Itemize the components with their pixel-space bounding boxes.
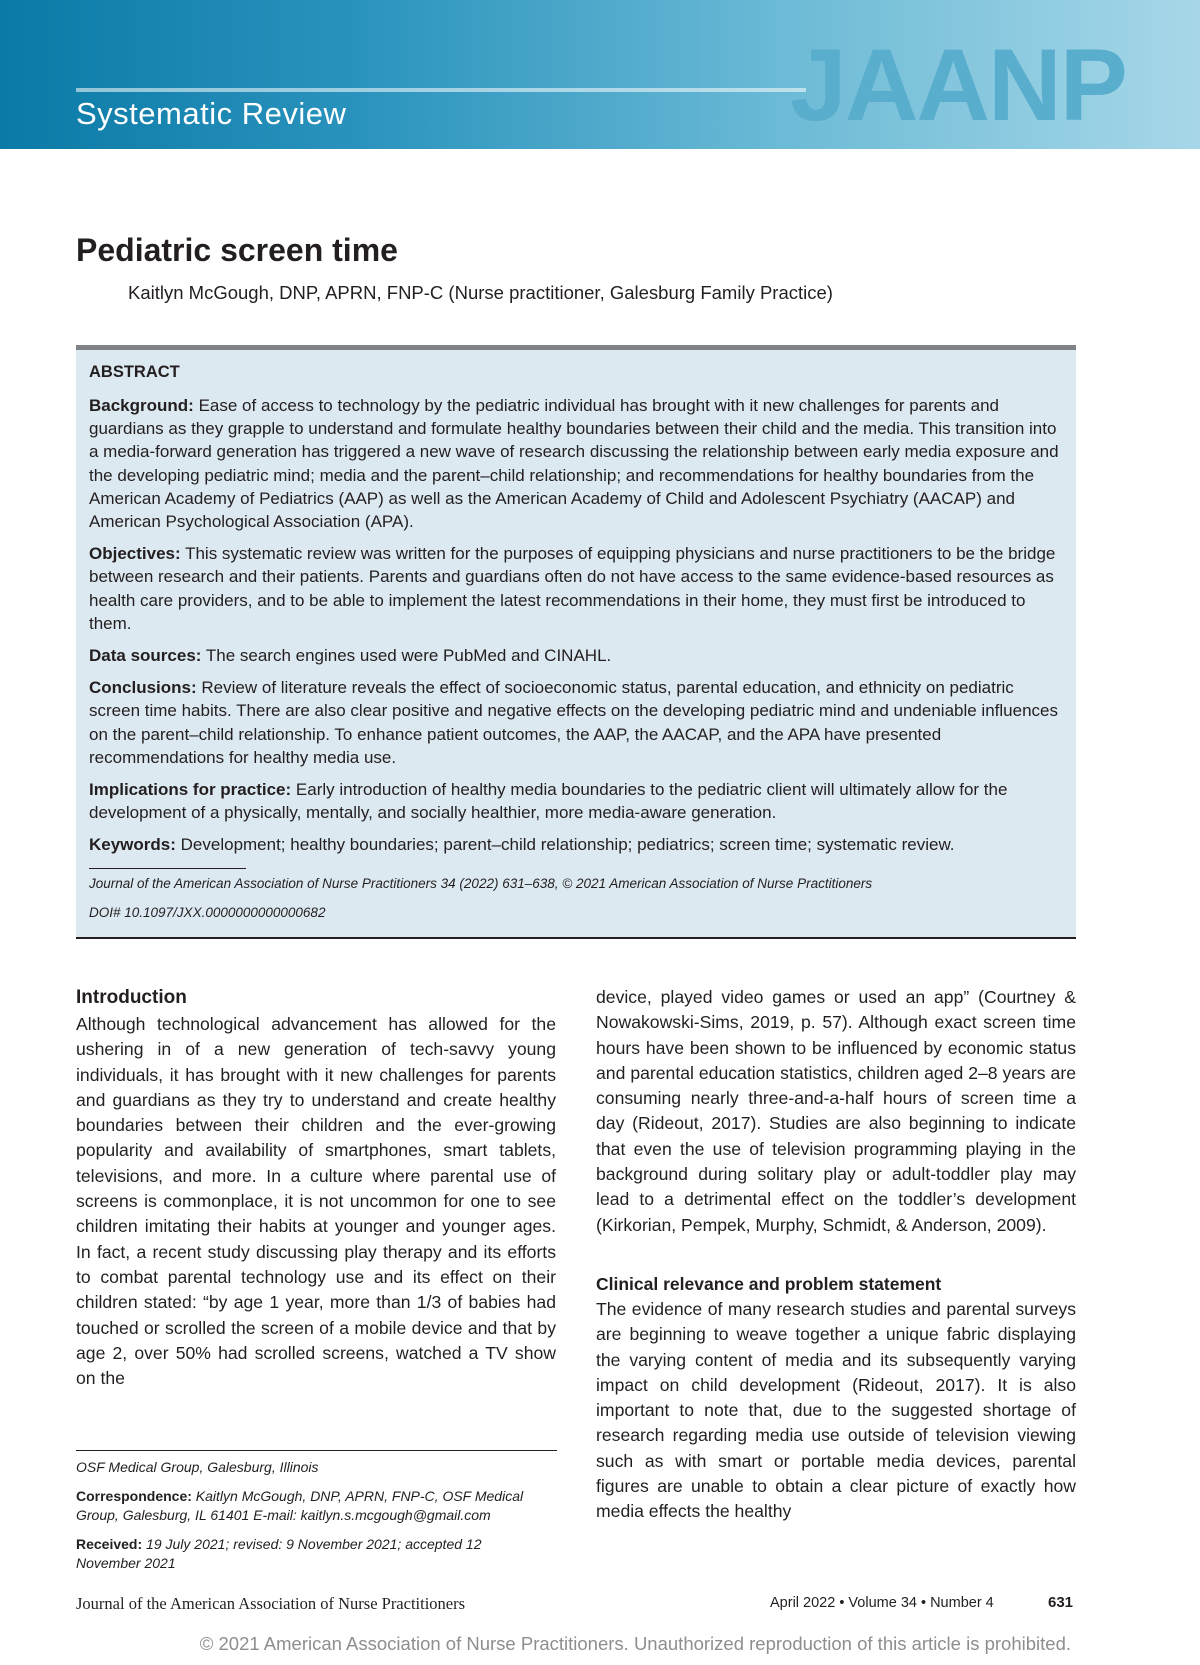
implications-label: Implications for practice: — [89, 780, 292, 800]
keywords-label: Keywords: — [89, 835, 176, 855]
article-title: Pediatric screen time — [76, 232, 398, 268]
doi-link[interactable]: DOI# 10.1097/JXX.0000000000000682 — [89, 904, 326, 920]
conclusions-label: Conclusions: — [89, 678, 197, 698]
correspondence-label: Correspondence: — [76, 1488, 192, 1504]
abstract-box — [76, 345, 1076, 939]
clinical-relevance-heading: Clinical relevance and problem statement — [596, 1273, 942, 1294]
affiliation-correspondence — [76, 1487, 546, 1525]
abstract-objectives — [89, 542, 1063, 635]
background-label: Background: — [89, 396, 194, 415]
copyright-notice: © 2021 American Association of Nurse Practitioners. Unauthorized reproduction of this article is prohibited. — [199, 1633, 1071, 1654]
data-sources-label: Data sources: — [89, 646, 202, 666]
objectives-label: Objectives: — [89, 544, 181, 564]
body-column-right — [596, 985, 1076, 1525]
section-label: Systematic Review — [76, 96, 347, 131]
abstract-conclusions — [89, 676, 1063, 769]
footnote-rule — [76, 1450, 557, 1451]
introduction-paragraph: Although technological advancement has allowed for the ushering in of a new generation of tech-savvy young individuals, it has brought with it new challenges for parents and guardians as they try to understand and create healthy boundaries between their children and the ever-growing popularity and availability of smartphones, smart tablets, televisions, and more. In a culture where parental use of screens is commonplace, it is not uncommon for one to see children imitating their habits at younger and younger ages. In fact, a recent study discussing play therapy and its efforts to combat parental technology use and its effect on their children stated: “by age 1 year, more than 1/3 of babies had touched or scrolled the screen of a mobile device and that by age 2, over 50% had scrolled screens, watched a TV show on the — [76, 1014, 556, 1389]
affiliation-institution: OSF Medical Group, Galesburg, Illinois — [76, 1459, 319, 1475]
journal-header-band — [0, 0, 1200, 149]
footer-journal-name: Journal of the American Association of Nurse Practitioners — [76, 1594, 466, 1613]
abstract-keywords — [89, 833, 1063, 856]
article-author: Kaitlyn McGough, DNP, APRN, FNP-C (Nurse practitioner, Galesburg Family Practice) — [128, 282, 833, 303]
section-gap — [596, 1238, 1076, 1271]
data-sources-text: The search engines used were PubMed and CINAHL. — [201, 646, 612, 666]
header-rule — [76, 88, 806, 92]
background-text: Ease of access to technology by the pediatric individual has brought with it new challenges for parents and guardians as they grapple to understand and formulate healthy boundaries between their child and the media. This transition into a media-forward generation has triggered a new wave of research discussing the relationship between early media exposure and the developing pediatric mind; media and the parent–child relationship; and recommendations for healthy boundaries from the American Academy of Pediatrics (AAP) as well as the American Academy of Child and Adolescent Psychiatry (AACAP) and American Psychological Association (APA). — [89, 396, 1059, 532]
abstract-data-sources — [89, 644, 1063, 667]
objectives-text: This systematic review was written for the purposes of equipping physicians and nurse practitioners to be the bridge between research and their patients. Parents and guardians often do not have access to the same evidence-based resources as health care providers, and to be able to implement the latest recommendations in their home, they must first be introduced to them. — [89, 544, 1056, 633]
received-text: 19 July 2021; revised: 9 November 2021; accepted 12 November 2021 — [76, 1536, 482, 1571]
conclusions-text: Review of literature reveals the effect of socioeconomic status, parental education, and ethnicity on pediatric screen time habits. There are also clear positive and negative effects on the developing pediatric mind and undeniable influences on the parent–child relationship. To enhance patient outcomes, the AAP, the AACAP, and the APA have presented recommendations for healthy media use. — [89, 678, 1058, 767]
introduction-paragraph-continued: device, played video games or used an app” (Courtney & Nowakowski-Sims, 2019, p. 57). Although exact screen time hours have been shown to be influenced by economic status and parental education statistics, children aged 2–8 years are consuming nearly three-and-a-half hours of screen time a day (Rideout, 2017). Studies are also beginning to indicate that even the use of television programming playing in the background during solitary play or adult-toddler play may lead to a detrimental effect on the toddler’s development (Kirkorian, Pempek, Murphy, Schmidt, & Anderson, 2009). — [596, 987, 1076, 1235]
body-column-left — [76, 985, 556, 1391]
keywords-text: Development; healthy boundaries; parent–child relationship; pediatrics; screen time; systematic review. — [175, 835, 955, 855]
journal-logo: JAANP — [790, 28, 1126, 142]
abstract-implications — [89, 778, 1063, 824]
abstract-heading: ABSTRACT — [89, 363, 180, 381]
footer-page-number: 631 — [1048, 1594, 1074, 1611]
affiliation-footnote — [76, 1458, 546, 1583]
abstract-citation-rule — [89, 868, 246, 869]
implications-text: Early introduction of healthy media boundaries to the pediatric client will ultimately allow for the development of a physically, mentally, and socially healthier, more media-aware generation. — [89, 780, 1008, 823]
journal-citation: Journal of the American Association of Nurse Practitioners 34 (2022) 631–638, © 2021 American Association of Nurse Practitioners — [89, 875, 873, 891]
footer-issue-info: April 2022 • Volume 34 • Number 4 — [770, 1595, 994, 1611]
clinical-relevance-paragraph: The evidence of many research studies and parental surveys are beginning to weave together a unique fabric displaying the varying content of media and its subsequently varying impact on child development (Rideout, 2017). It is also important to note that, due to the suggested shortage of research regarding media use outside of television viewing such as with smart or portable media devices, parental figures are unable to obtain a clear picture of exactly how media effects the healthy — [596, 1298, 1076, 1522]
affiliation-received — [76, 1535, 546, 1573]
correspondence-text: Kaitlyn McGough, DNP, APRN, FNP-C, OSF Medical Group, Galesburg, IL 61401 E-mail: kaitlyn.s.mcgough@gmail.com — [76, 1488, 524, 1523]
abstract-background — [89, 394, 1063, 533]
introduction-heading: Introduction — [76, 987, 187, 1008]
received-label: Received: — [76, 1536, 143, 1552]
